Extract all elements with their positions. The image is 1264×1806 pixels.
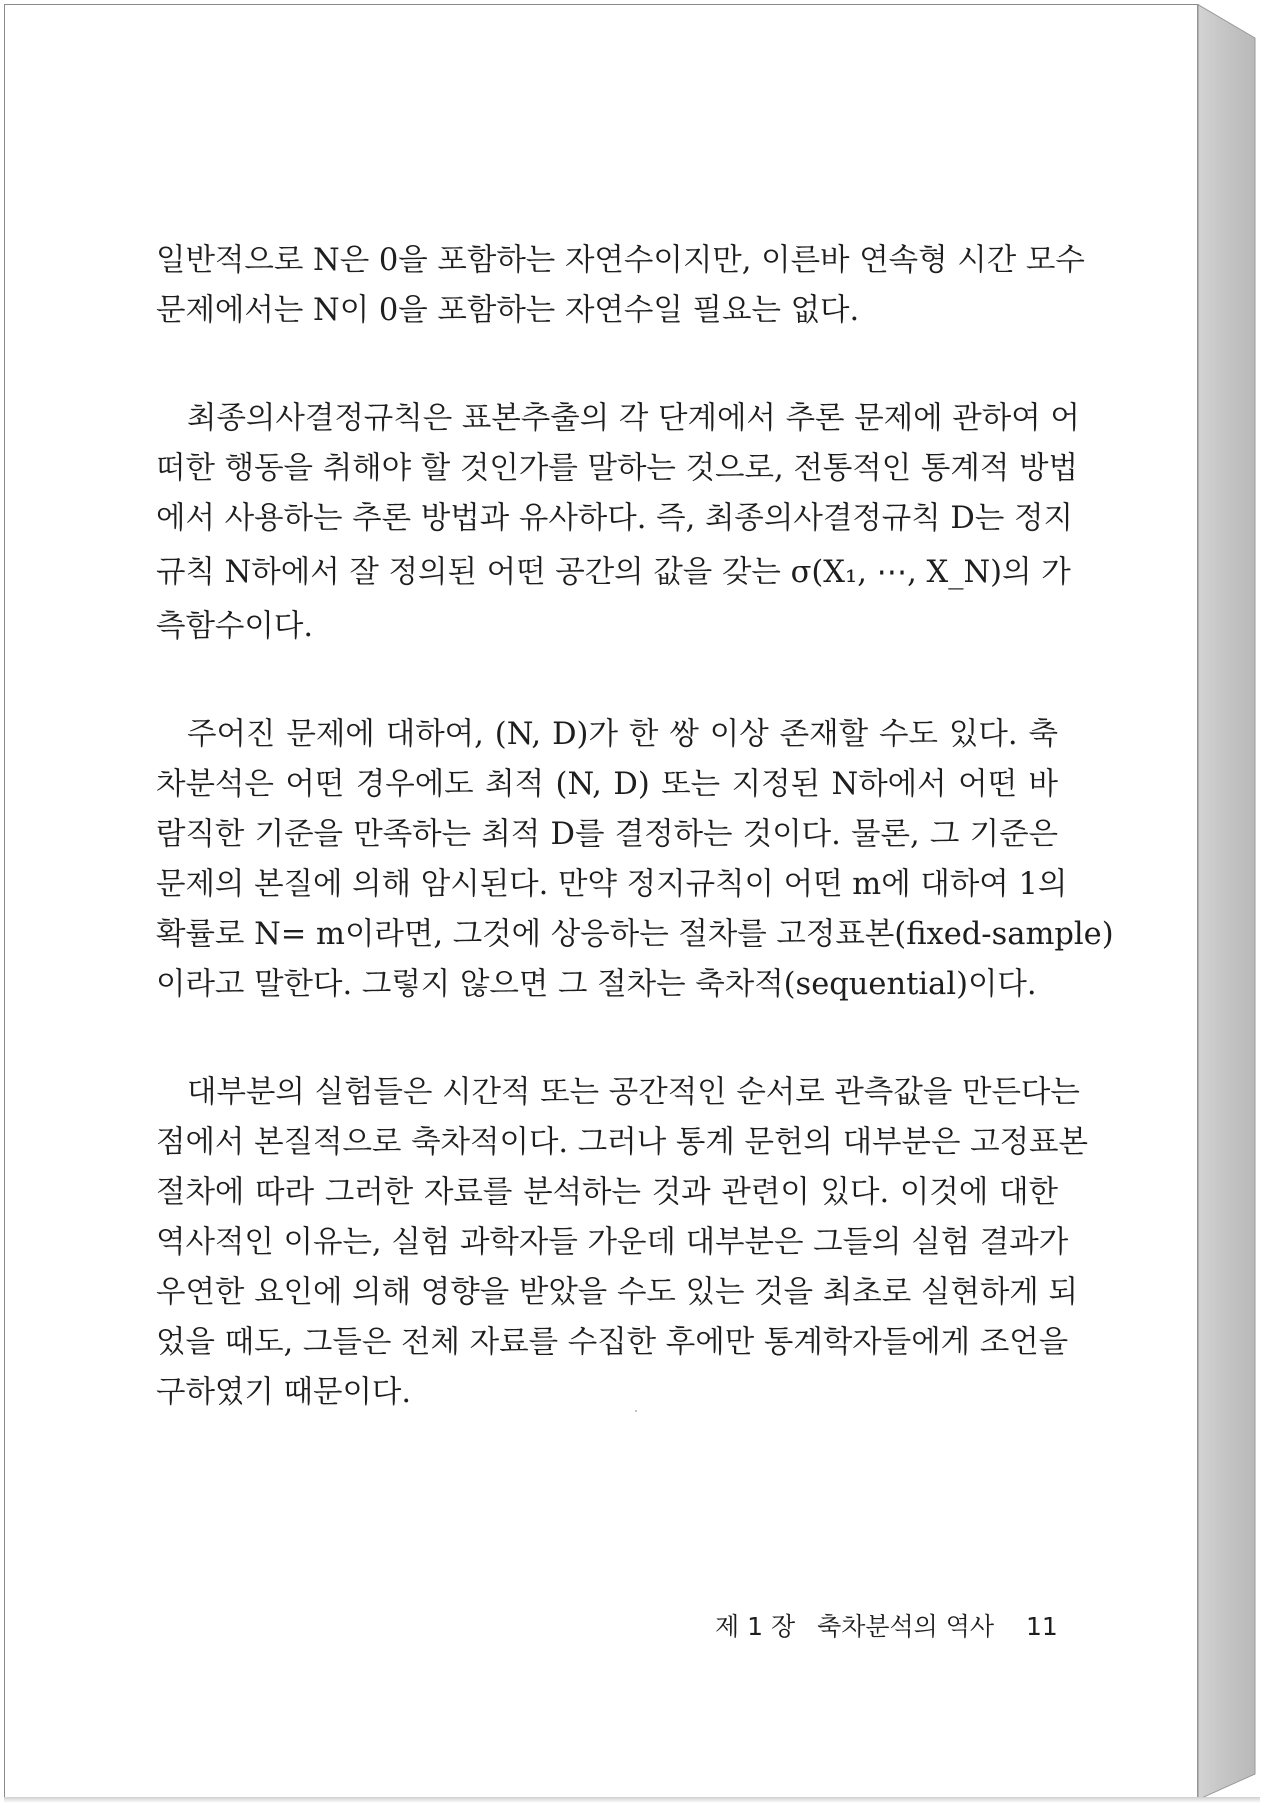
text-line: 우연한 요인에 의해 영향을 받았을 수도 있는 것을 최초로 실현하게 되 (156, 1275, 1078, 1310)
text-line: 문제의 본질에 의해 암시된다. 만약 정지규칙이 어떤 m에 대하여 1의 (156, 867, 1068, 902)
text-line: 이라고 말한다. 그렇지 않으면 그 절차는 축차적(sequential)이다. (156, 967, 1037, 1002)
text-line: 규칙 N하에서 잘 정의된 어떤 공간의 값을 갖는 σ(X₁, ⋯, X_N)의 가 (156, 555, 1071, 590)
text-line: 대부분의 실험들은 시간적 또는 공간적인 순서로 관측값을 만든다는 (187, 1075, 1080, 1110)
text-line: 문제에서는 N이 0을 포함하는 자연수일 필요는 없다. (156, 293, 860, 328)
page-bottom-shadow (4, 1797, 1260, 1803)
page-body (156, 236, 1114, 1476)
text-line: 주어진 문제에 대하여, (N, D)가 한 쌍 이상 존재할 수도 있다. 축 (187, 717, 1058, 752)
text-line: 일반적으로 N은 0을 포함하는 자연수이지만, 이른바 연속형 시간 모수 (156, 243, 1085, 278)
paragraph-3 (156, 710, 1114, 1010)
text-line: 최종의사결정규칙은 표본추출의 각 단계에서 추론 문제에 관하여 어 (187, 401, 1080, 436)
text-line: 에서 사용하는 추론 방법과 유사하다. 즉, 최종의사결정규칙 D는 정지 (156, 501, 1073, 536)
text-line: 구하였기 때문이다. (156, 1375, 412, 1410)
paragraph-1 (156, 236, 1085, 336)
text-line: 람직한 기준을 만족하는 최적 D를 결정하는 것이다. 물론, 그 기준은 (156, 817, 1058, 852)
paragraph-4 (156, 1068, 1088, 1418)
book-edge (1197, 4, 1260, 1800)
page-number: 11 (1026, 1612, 1058, 1641)
text-line: 떠한 행동을 취해야 할 것인가를 말하는 것으로, 전통적인 통계적 방법 (156, 451, 1078, 486)
page-footer (715, 1607, 1058, 1643)
chapter-label: 제 1 장 (715, 1612, 796, 1641)
chapter-title: 축차분석의 역사 (817, 1612, 995, 1641)
text-line: 절차에 따라 그러한 자료를 분석하는 것과 관련이 있다. 이것에 대한 (156, 1175, 1058, 1210)
paragraph-2 (156, 394, 1080, 652)
text-line: 점에서 본질적으로 축차적이다. 그러나 통계 문헌의 대부분은 고정표본 (156, 1125, 1088, 1160)
book-edge-graphic (1197, 4, 1260, 1800)
text-line: 었을 때도, 그들은 전체 자료를 수집한 후에만 통계학자들에게 조언을 (156, 1325, 1069, 1360)
text-line: 측함수이다. (156, 609, 314, 644)
text-line: 차분석은 어떤 경우에도 최적 (N, D) 또는 지정된 N하에서 어떤 바 (156, 767, 1058, 802)
text-line: 역사적인 이유는, 실험 과학자들 가운데 대부분은 그들의 실험 결과가 (156, 1225, 1069, 1260)
text-line: 확률로 N= m이라면, 그것에 상응하는 절차를 고정표본(fixed-sample) (156, 917, 1114, 952)
